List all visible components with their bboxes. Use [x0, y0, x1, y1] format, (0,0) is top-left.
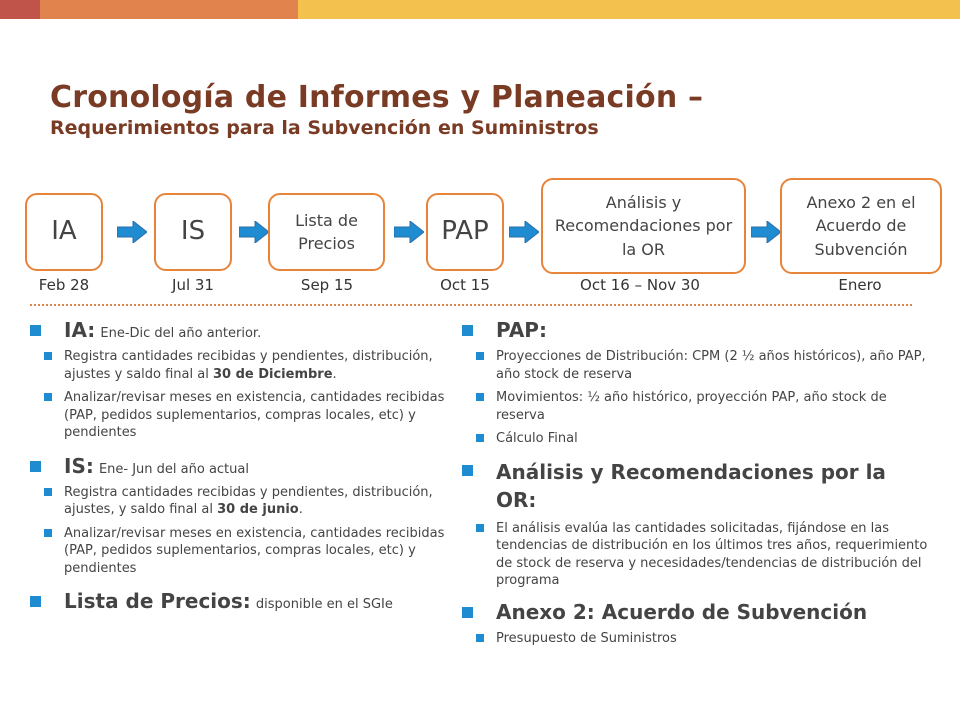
bullet-anexo	[462, 600, 932, 624]
sub-bullet-anexo-1: Presupuesto de Suministros	[462, 630, 932, 648]
dotted-divider	[30, 304, 912, 306]
bullet-lista-precios	[30, 589, 450, 613]
bullet-lista-note: disponible en el SGIe	[255, 597, 393, 613]
bullet-ia	[30, 318, 450, 342]
bullet-analisis-head: Análisis y Recomendaciones por la OR:	[496, 459, 886, 512]
sub-bullet-pap-3: Cálculo Final	[462, 430, 932, 448]
arrow-right-icon	[394, 221, 424, 243]
arrow-right-icon	[751, 221, 781, 243]
timeline-date-analisis: Oct 16 – Nov 30	[580, 276, 700, 294]
sub-bullet-ia-2: Analizar/revisar meses en existencia, cantidades recibidas (PAP, pedidos suplementarios, compras locales, etc) y pendientes	[30, 389, 450, 442]
sub-bullet-ia-1: Registra cantidades recibidas y pendientes, distribución, ajustes y saldo final al 30 de Diciembre.	[30, 348, 450, 383]
sub-bullet-pap-2: Movimientos: ½ año histórico, proyección PAP, año stock de reserva	[462, 389, 932, 424]
bullet-pap-head: PAP:	[496, 318, 547, 342]
page-title: Cronología de Informes y Planeación –	[50, 80, 704, 115]
top-decorative-bar	[0, 0, 960, 19]
bullet-lista-head: Lista de Precios:	[64, 589, 251, 614]
timeline-box-pap	[426, 193, 504, 271]
sub-bullet-is-2: Analizar/revisar meses en existencia, cantidades recibidas (PAP, pedidos suplementarios, compras locales, etc) y pendientes	[30, 525, 450, 578]
timeline-box-lista-precios	[268, 193, 385, 271]
bullet-ia-head: IA:	[64, 318, 96, 342]
timeline-label-is: IS	[180, 216, 206, 247]
timeline-label-ia: IA	[51, 216, 77, 247]
bullet-analisis	[462, 458, 932, 514]
timeline-label-anexo: Anexo 2 en el Acuerdo de Subvención	[806, 193, 916, 259]
arrow-right-icon	[239, 221, 269, 243]
sub-bullet-pap-1: Proyecciones de Distribución: CPM (2 ½ años históricos), año PAP, año stock de reserva	[462, 348, 932, 383]
arrow-right-icon	[509, 221, 539, 243]
timeline-box-analisis	[541, 178, 746, 274]
timeline-box-ia	[25, 193, 103, 271]
top-bar-red-segment	[0, 0, 40, 19]
title-block	[50, 80, 930, 139]
bullet-ia-note: Ene-Dic del año anterior.	[100, 326, 262, 341]
bullet-is	[30, 454, 450, 478]
bullet-is-note: Ene- Jun del año actual	[98, 461, 249, 477]
bullet-pap	[462, 318, 932, 342]
sub-bullet-analisis-1: El análisis evalúa las cantidades solicitadas, fijándose en las tendencias de distribución en los últimos tres años, requerimiento de stock de reserva y necesidades/tendencias de distribución del programa	[462, 520, 932, 590]
bullet-anexo-head: Anexo 2: Acuerdo de Subvención	[496, 599, 868, 624]
timeline-date-ia: Feb 28	[38, 276, 90, 294]
timeline-label-lista-precios: Lista de Precios	[295, 210, 358, 253]
left-column	[30, 312, 450, 613]
top-bar-yellow-segment	[298, 0, 960, 19]
timeline-date-anexo: Enero	[838, 276, 882, 294]
sub-bullet-is-1: Registra cantidades recibidas y pendientes, distribución, ajustes, y saldo final al 30 de junio.	[30, 484, 450, 519]
bullet-is-head: IS:	[64, 453, 94, 478]
timeline-date-lista: Sep 15	[300, 276, 354, 294]
timeline-date-pap: Oct 15	[440, 276, 490, 294]
timeline-box-is	[154, 193, 232, 271]
timeline-label-analisis: Análisis y Recomendaciones por la OR	[554, 193, 733, 259]
timeline-label-pap: PAP	[441, 216, 489, 247]
right-column	[462, 312, 932, 647]
timeline-date-is: Jul 31	[172, 276, 214, 294]
arrow-right-icon	[117, 221, 147, 243]
timeline-box-anexo	[780, 178, 942, 274]
page-subtitle: Requerimientos para la Subvención en Suministros	[50, 117, 599, 139]
top-bar-orange-segment	[40, 0, 298, 19]
